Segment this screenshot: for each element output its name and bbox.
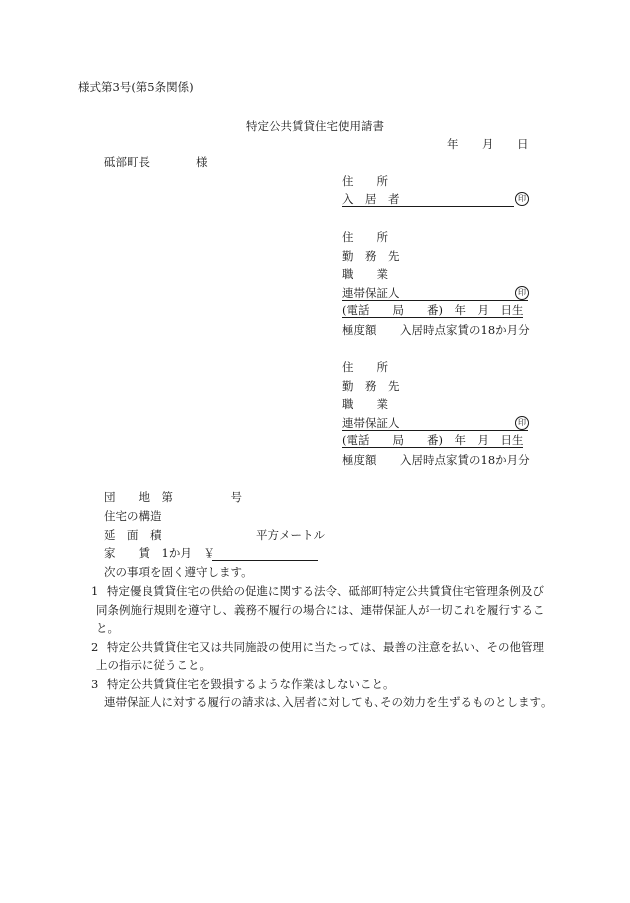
guarantor1-limit-label: 極度額	[342, 323, 377, 337]
guarantor2-limit-label: 極度額	[342, 453, 377, 467]
clause-2-line-2: 上の指示に従うこと。	[96, 658, 211, 672]
clause-2-number: 2	[91, 640, 99, 654]
clause-3-line-1: 特定公共賃貸住宅を毀損するような作業はしないこと。	[107, 677, 395, 691]
clause-1-line-2: 同条例施行規則を遵守し、義務不履行の場合には、連帯保証人が一切これを履行するこ	[96, 603, 545, 617]
housing-area-label: 延 面 積	[104, 528, 162, 542]
clause-1-line-3: と。	[96, 621, 119, 635]
guarantor1-occupation-label: 職 業	[342, 267, 388, 281]
recipient-honorific: 様	[196, 155, 208, 169]
housing-area-unit: 平方メートル	[256, 528, 325, 542]
guarantor1-seal-icon: 印	[515, 286, 529, 300]
guarantor1-signature-line	[342, 300, 528, 301]
guarantor2-limit-value: 入居時点家賃の18か月分	[400, 453, 530, 467]
guarantor1-limit-value: 入居時点家賃の18か月分	[400, 323, 530, 337]
guarantor2-address-label: 住 所	[342, 360, 388, 374]
clause-1-number: 1	[91, 584, 99, 598]
document-title: 特定公共賃貸住宅使用請書	[246, 119, 384, 133]
guarantor1-label: 連帯保証人	[342, 286, 400, 300]
tenant-seal-icon: 印	[515, 192, 529, 206]
clause-2-line-1: 特定公共賃貸住宅又は共同施設の使用に当たっては、最善の注意を払い、その他管理	[107, 640, 544, 654]
form-number: 様式第3号(第5条関係)	[78, 80, 194, 94]
closing-text: 連帯保証人に対する履行の請求は､入居者に対しても､その効力を生ずるものとします｡	[104, 695, 547, 709]
date-year: 年	[447, 137, 459, 151]
housing-complex: 団 地 第 号	[104, 490, 242, 504]
intro-text: 次の事項を固く遵守します。	[104, 565, 253, 579]
guarantor2-occupation-label: 職 業	[342, 397, 388, 411]
guarantor2-workplace-label: 勤 務 先	[342, 379, 400, 393]
guarantor2-phone-birth: (電話 局 番) 年 月 日生	[342, 433, 524, 447]
housing-rent-line	[212, 560, 318, 561]
guarantor2-label: 連帯保証人	[342, 416, 400, 430]
housing-rent-label: 家 賃 1か月 ￥	[104, 546, 215, 560]
tenant-signature-line	[342, 206, 514, 207]
guarantor1-phone-birth: (電話 局 番) 年 月 日生	[342, 303, 524, 317]
guarantor2-seal-icon: 印	[515, 416, 529, 430]
clause-1-line-1: 特定優良賃貸住宅の供給の促進に関する法令、砥部町特定公共賃貸住宅管理条例及び	[107, 584, 544, 598]
tenant-address-label: 住 所	[342, 174, 388, 188]
date-day: 日	[517, 137, 529, 151]
housing-structure: 住宅の構造	[104, 509, 162, 523]
clause-3-number: 3	[91, 677, 99, 691]
guarantor1-workplace-label: 勤 務 先	[342, 249, 400, 263]
recipient-name: 砥部町長	[104, 155, 150, 169]
guarantor2-signature-line	[342, 430, 528, 431]
tenant-label: 入 居 者	[342, 192, 400, 206]
guarantor1-address-label: 住 所	[342, 230, 388, 244]
date-month: 月	[482, 137, 494, 151]
